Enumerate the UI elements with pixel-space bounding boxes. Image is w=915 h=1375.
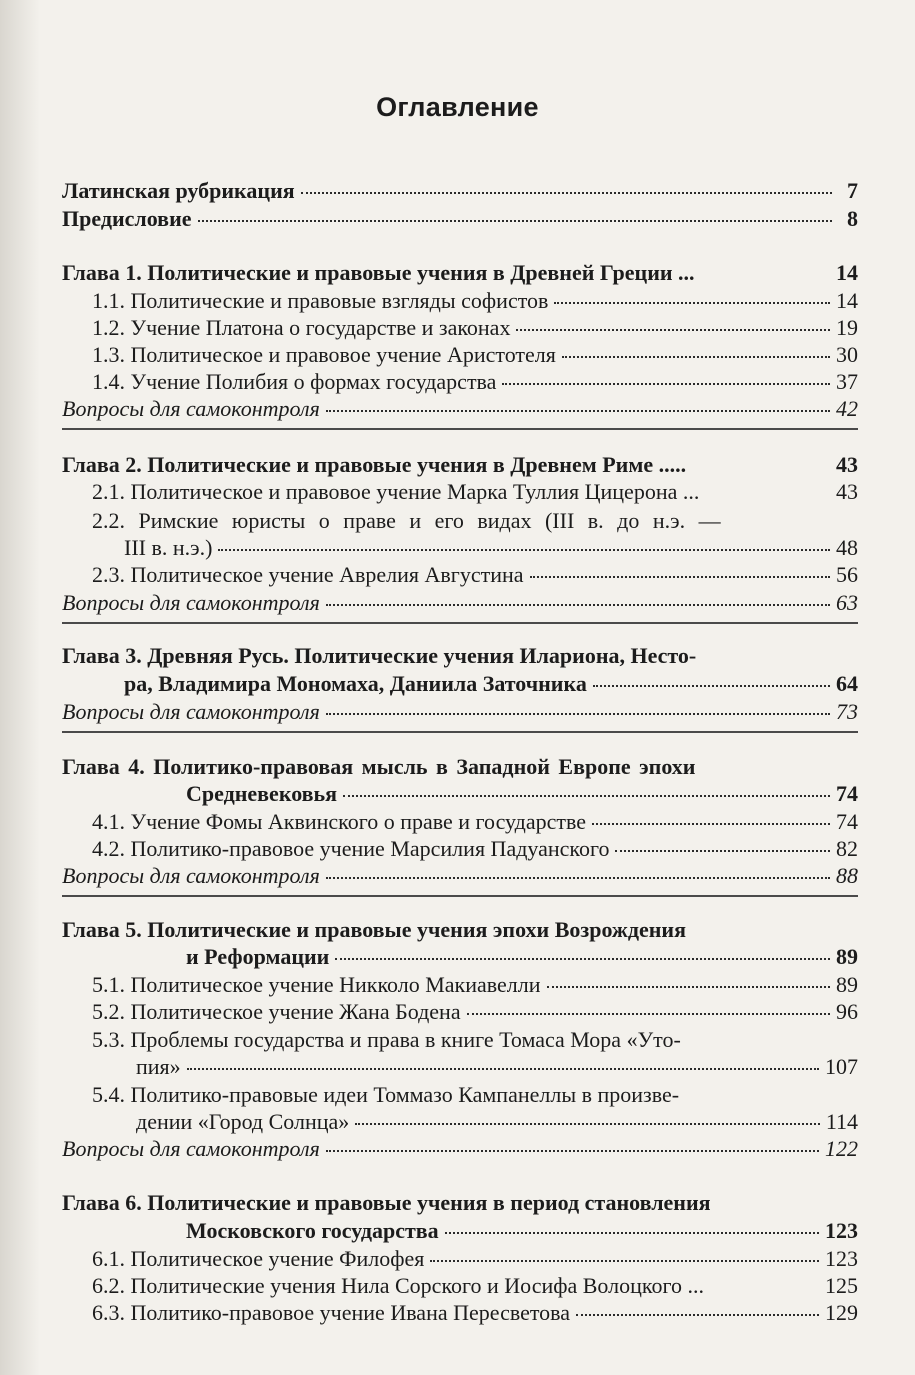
toc-entry-text: Глава 2. Политические и правовые учения в Древнем Риме ..... <box>62 452 687 477</box>
toc-section <box>92 809 858 835</box>
toc-page-number: 123 <box>825 1246 858 1271</box>
toc-page-number: 122 <box>825 1136 858 1161</box>
toc-section <box>92 836 858 862</box>
toc-entry-text: пия» <box>136 1054 181 1079</box>
toc-entry-text: 2.3. Политическое учение Аврелия Августина <box>92 562 524 587</box>
toc-page-number: 42 <box>836 396 858 421</box>
toc-entry-text: 2.2. Римские юристы о праве и его видах (III в. до н.э. — <box>92 508 721 533</box>
toc-entry-text: 6.1. Политическое учение Филофея <box>92 1246 425 1271</box>
toc-entry-text: 1.2. Учение Платона о государстве и законах <box>92 315 511 340</box>
toc-page-number: 8 <box>847 206 858 231</box>
toc-entry-text: 2.1. Политическое и правовое учение Марка Туллия Цицерона ... <box>92 479 700 504</box>
toc-section <box>92 1027 858 1053</box>
toc-section-continued <box>136 1054 858 1080</box>
toc-section <box>92 288 858 314</box>
leader-dots <box>576 1314 819 1316</box>
leader-dots <box>326 877 830 879</box>
toc-chapter-continued <box>186 944 858 970</box>
toc-section <box>92 972 858 998</box>
toc-entry-text: III в. н.э.) <box>124 535 213 560</box>
leader-dots <box>516 329 830 331</box>
toc-entry <box>62 178 858 204</box>
chapter-divider <box>62 622 858 624</box>
toc-entry-text: 5.1. Политическое учение Никколо Макиавелли <box>92 972 541 997</box>
toc-page-number: 19 <box>836 315 858 340</box>
toc-entry-text: Московского государства <box>186 1218 439 1243</box>
toc-entry-text: Вопросы для самоконтроля <box>62 699 320 724</box>
toc-page-number: 125 <box>825 1273 858 1298</box>
leader-dots <box>615 850 830 852</box>
toc-section <box>92 479 858 505</box>
toc-chapter <box>62 643 858 669</box>
toc-page-number: 56 <box>836 562 858 587</box>
toc-entry-text: Вопросы для самоконтроля <box>62 1136 320 1161</box>
leader-dots <box>198 220 832 222</box>
toc-section <box>92 315 858 341</box>
toc-section <box>92 342 858 368</box>
toc-entry-text: Вопросы для самоконтроля <box>62 863 320 888</box>
leader-dots <box>554 302 830 304</box>
toc-page-number: 73 <box>836 699 858 724</box>
toc-review-questions <box>62 1136 858 1162</box>
toc-entry-text: Латинская рубрикация <box>62 178 295 203</box>
leader-dots <box>592 823 830 825</box>
toc-entry-text: Глава 4. Политико-правовая мысль в Западной Европе эпохи <box>62 754 696 779</box>
toc-entry <box>62 206 858 232</box>
toc-page-number: 88 <box>836 863 858 888</box>
toc-review-questions <box>62 396 858 422</box>
toc-page-number: 48 <box>836 535 858 560</box>
toc-entry-text: ра, Владимира Мономаха, Даниила Заточника <box>124 671 587 696</box>
chapter-divider <box>62 731 858 733</box>
leader-dots <box>335 958 830 960</box>
page-binding-shadow <box>0 0 40 1375</box>
toc-section-continued <box>124 535 858 561</box>
toc-chapter-continued <box>124 671 858 697</box>
toc-page-number: 43 <box>836 479 858 504</box>
toc-entry-text: 1.4. Учение Полибия о формах государства <box>92 369 497 394</box>
toc-page-number: 129 <box>825 1300 858 1325</box>
leader-dots <box>343 795 830 797</box>
toc-page-number: 114 <box>825 1109 858 1134</box>
toc-entry-text: 1.3. Политическое и правовое учение Аристотеля <box>92 342 556 367</box>
toc-entry-text: Средневековья <box>186 781 338 806</box>
toc-page-number: 96 <box>836 999 858 1024</box>
toc-entry-text: 5.3. Проблемы государства и права в книге Томаса Мора «Уто- <box>92 1027 681 1052</box>
leader-dots <box>326 410 830 412</box>
toc-page-number: 7 <box>847 178 858 203</box>
toc-chapter <box>62 1190 858 1216</box>
toc-page-number: 89 <box>836 944 858 969</box>
leader-dots <box>326 604 830 606</box>
toc-section <box>92 999 858 1025</box>
toc-page-number: 14 <box>836 288 858 313</box>
toc-entry-text: Предисловие <box>62 206 192 231</box>
toc-review-questions <box>62 590 858 616</box>
page-title: Оглавление <box>376 92 539 122</box>
leader-dots <box>326 1150 819 1152</box>
toc-page-number: 123 <box>825 1218 858 1243</box>
toc-entry-text: Вопросы для самоконтроля <box>62 396 320 421</box>
toc-page-number: 82 <box>836 836 858 861</box>
toc-entry-text: 5.2. Политическое учение Жана Бодена <box>92 999 461 1024</box>
toc-chapter <box>62 754 858 780</box>
toc-chapter <box>62 260 858 286</box>
leader-dots <box>562 356 830 358</box>
toc-entry-text: Глава 3. Древняя Русь. Политические учения Илариона, Несто- <box>62 643 697 668</box>
toc-entry-text: 6.2. Политические учения Нила Сорского и Иосифа Волоцкого ... <box>92 1273 704 1298</box>
leader-dots <box>547 986 830 988</box>
toc-entry-text: Вопросы для самоконтроля <box>62 590 320 615</box>
toc-entry-text: и Реформации <box>186 944 330 969</box>
leader-dots <box>430 1260 819 1262</box>
leader-dots <box>467 1013 830 1015</box>
toc-page-number: 64 <box>836 671 858 696</box>
leader-dots <box>326 713 830 715</box>
toc-page-number: 74 <box>836 809 858 834</box>
toc-entry-text: Глава 5. Политические и правовые учения эпохи Возрождения <box>62 917 687 942</box>
toc-review-questions <box>62 699 858 725</box>
toc-entry-text: 6.3. Политико-правовое учение Ивана Пересветова <box>92 1300 571 1325</box>
toc-chapter <box>62 917 858 943</box>
toc-chapter <box>62 452 858 478</box>
toc-section <box>92 562 858 588</box>
toc-section <box>92 1300 858 1326</box>
leader-dots <box>301 192 832 194</box>
toc-entry-text: Глава 6. Политические и правовые учения в период становления <box>62 1190 711 1215</box>
leader-dots <box>187 1068 819 1070</box>
toc-chapter-continued <box>186 781 858 807</box>
toc-section <box>92 1273 858 1299</box>
leader-dots <box>445 1232 819 1234</box>
toc-section <box>92 1246 858 1272</box>
toc-page-number: 30 <box>836 342 858 367</box>
toc-page-number: 37 <box>836 369 858 394</box>
toc-review-questions <box>62 863 858 889</box>
toc-section-continued <box>136 1109 858 1135</box>
toc-page-number: 43 <box>836 452 858 477</box>
toc-chapter-continued <box>186 1218 858 1244</box>
leader-dots <box>218 549 830 551</box>
toc-page-number: 63 <box>836 590 858 615</box>
toc-page-number: 14 <box>836 260 858 285</box>
leader-dots <box>593 685 830 687</box>
toc-section <box>92 369 858 395</box>
chapter-divider <box>62 895 858 897</box>
leader-dots <box>502 383 830 385</box>
leader-dots <box>355 1123 820 1125</box>
chapter-divider <box>62 428 858 430</box>
leader-dots <box>530 576 830 578</box>
toc-entry-text: 5.4. Политико-правовые идеи Томмазо Кампанеллы в произве- <box>92 1082 680 1107</box>
toc-entry-text: 4.2. Политико-правовое учение Марсилия Падуанского <box>92 836 610 861</box>
toc-entry-text: 1.1. Политические и правовые взгляды софистов <box>92 288 549 313</box>
toc-page-number: 74 <box>836 781 858 806</box>
toc-entry-text: Глава 1. Политические и правовые учения в Древней Греции ... <box>62 260 695 285</box>
toc-entry-text: 4.1. Учение Фомы Аквинского о праве и государстве <box>92 809 587 834</box>
toc-entry-text: дении «Город Солнца» <box>136 1109 350 1134</box>
toc-section <box>92 1082 858 1108</box>
toc-page-number: 107 <box>825 1054 858 1079</box>
toc-section <box>92 508 858 534</box>
toc-page-number: 89 <box>836 972 858 997</box>
